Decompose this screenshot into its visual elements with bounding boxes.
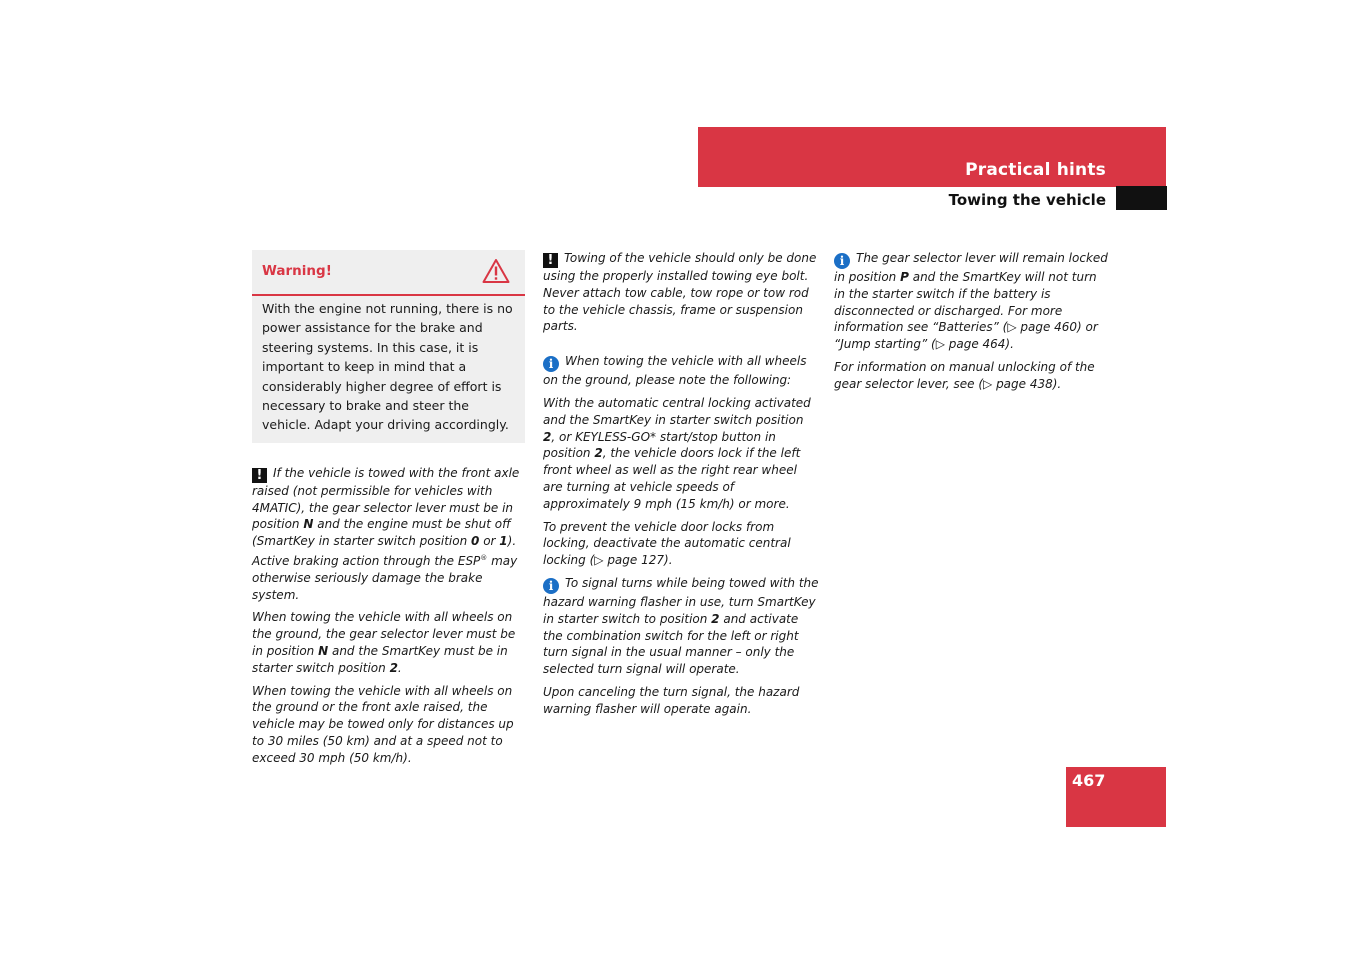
- warning-body: With the engine not running, there is no power assistance for the brake and steering systems. In this case, it is important to keep in mind that a considerably higher degree of effort is necessary to brake and steer the vehicle. Adapt your driving accordingly.: [262, 301, 513, 433]
- exclamation-icon: !: [543, 253, 558, 268]
- warning-header: [252, 250, 525, 296]
- thumb-tab: [1116, 186, 1167, 210]
- column-3: [834, 250, 1110, 399]
- header-band: [698, 127, 1166, 187]
- section-title: Practical hints: [965, 160, 1106, 180]
- page-number-box: [1066, 767, 1166, 827]
- warning-title: Warning!: [262, 263, 332, 279]
- paragraph-distance-limit: When towing the vehicle with all wheels on the ground or the front axle raised, the vehicle may be towed only for distances up to 30 miles (50 km) and at a speed not to exceed 30 mph (50 km/h).: [252, 683, 514, 765]
- info-icon: i: [543, 578, 559, 594]
- subsection-title: Towing the vehicle: [948, 191, 1106, 209]
- note-tow-eye-bolt: ! Towing of the vehicle should only be done using the properly installed towing eye bolt. Never attach tow cable, tow rope or tow rod to the vehicle chassis, frame or suspension parts.: [543, 251, 817, 334]
- warning-triangle-icon: [482, 258, 510, 284]
- paragraph-central-locking: With the automatic central locking activated and the SmartKey in starter switch position 2, or KEYLESS-GO* start/stop button in position 2, the vehicle doors lock if the left front wheel as well as the right rear wheel are turning at vehicle speeds of approximately 9 mph (15 km/h) or more.: [543, 395, 811, 511]
- note-front-axle: ! If the vehicle is towed with the front axle raised (not permissible for vehicles with 4MATIC), the gear selector lever must be in position N and the engine must be shut off (SmartKey in starter switch position 0 or 1). Active braking action through the ESP® may otherwise seriously damage the brake system.: [252, 465, 520, 602]
- paragraph-manual-unlocking: For information on manual unlocking of the gear selector lever, see (▷ page 438).: [834, 359, 1095, 391]
- info-gear-lever-locked: i The gear selector lever will remain locked in position P and the SmartKey will not turn in the starter switch if the battery is disconnected or discharged. For more information see “Batteries” (▷ page 460) or “Jump starting” (▷ page 464).: [834, 251, 1108, 352]
- info-icon: i: [834, 253, 850, 269]
- column-1: [252, 250, 525, 773]
- paragraph-cancel-signal: Upon canceling the turn signal, the hazard warning flasher will operate again.: [543, 684, 800, 716]
- warning-box: [252, 250, 525, 443]
- page-number: 467: [1072, 771, 1106, 790]
- info-icon: i: [543, 356, 559, 372]
- column-2: [543, 250, 819, 724]
- exclamation-icon: !: [252, 468, 267, 483]
- info-turn-signals: i To signal turns while being towed with the hazard warning flasher in use, turn SmartKey in starter switch to position 2 and activate the combination switch for the left or right turn signal in the usual manner – only the selected turn signal will operate.: [543, 575, 819, 677]
- info-all-wheels: i When towing the vehicle with all wheels on the ground, please note the following:: [543, 354, 807, 388]
- paragraph-all-wheels: When towing the vehicle with all wheels on the ground, the gear selector lever must be in position N and the SmartKey must be in starter switch position 2.: [252, 610, 516, 675]
- paragraph-prevent-locking: To prevent the vehicle door locks from locking, deactivate the automatic central locking (▷ page 127).: [543, 519, 791, 568]
